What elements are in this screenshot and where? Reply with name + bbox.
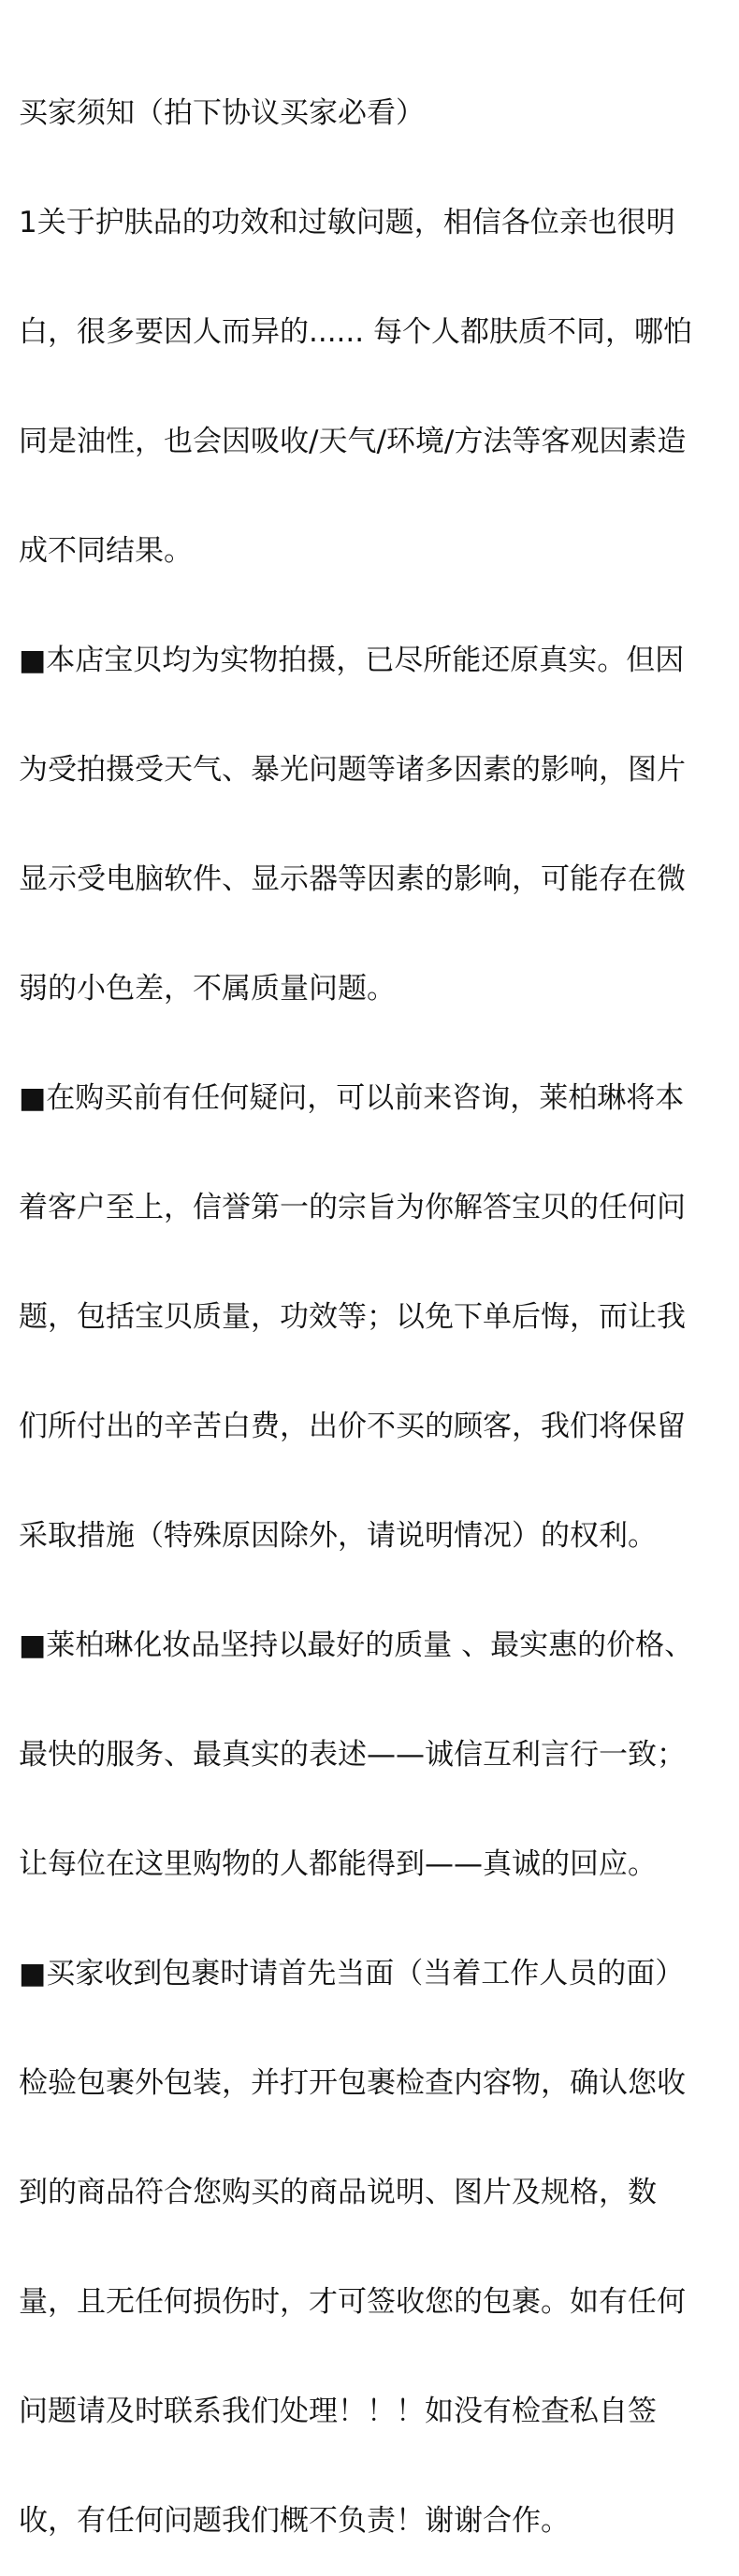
notice-line: ■莱柏琳化妆品坚持以最好的质量 、最实惠的价格、 <box>19 1628 694 1662</box>
notice-line: 检验包裹外包装，并打开包裹检查内容物，确认您收 <box>19 2066 686 2100</box>
notice-line: 为受拍摄受天气、暴光问题等诸多因素的影响，图片 <box>19 753 686 787</box>
notice-line: 1关于护肤品的功效和过敏问题，相信各位亲也很明 <box>19 206 675 239</box>
notice-line: 成不同结果。 <box>19 534 193 568</box>
notice-line: 弱的小色差，不属质量问题。 <box>19 972 396 1006</box>
notice-line: ■在购买前有任何疑问，可以前来咨询，莱柏琳将本 <box>19 1081 685 1115</box>
notice-line: ■买家收到包裹时请首先当面（当着工作人员的面） <box>19 1957 685 1990</box>
buyer-notice-text <box>19 22 720 2576</box>
notice-line: 最快的服务、最真实的表述——诚信互利言行一致； <box>19 1738 686 1772</box>
notice-line: 着客户至上，信誉第一的宗旨为你解答宝贝的任何问 <box>19 1191 686 1224</box>
notice-line: 收，有任何问题我们概不负责！谢谢合作。 <box>19 2504 570 2538</box>
notice-line: 们所付出的辛苦白费，出价不买的顾客，我们将保留 <box>19 1410 686 1443</box>
notice-line: 采取措施（特殊原因除外，请说明情况）的权利。 <box>19 1519 657 1553</box>
notice-line: 题，包括宝贝质量，功效等；以免下单后悔，而让我 <box>19 1300 686 1334</box>
notice-line: 问题请及时联系我们处理！！！如没有检查私自签 <box>19 2395 657 2428</box>
notice-line: 白，很多要因人而异的...... 每个人都肤质不同，哪怕 <box>19 315 692 349</box>
notice-line: 显示受电脑软件、显示器等因素的影响，可能存在微 <box>19 862 686 896</box>
notice-line: ■本店宝贝均为实物拍摄，已尽所能还原真实。但因 <box>19 644 685 677</box>
notice-line: 量，且无任何损伤时，才可签收您的包裹。如有任何 <box>19 2285 686 2319</box>
notice-line: 同是油性，也会因吸收/天气/环境/方法等客观因素造 <box>19 425 687 458</box>
notice-title: 买家须知（拍下协议买家必看） <box>19 96 425 130</box>
notice-line: 让每位在这里购物的人都能得到——真诚的回应。 <box>19 1847 657 1881</box>
notice-line: 到的商品符合您购买的商品说明、图片及规格，数 <box>19 2176 657 2209</box>
